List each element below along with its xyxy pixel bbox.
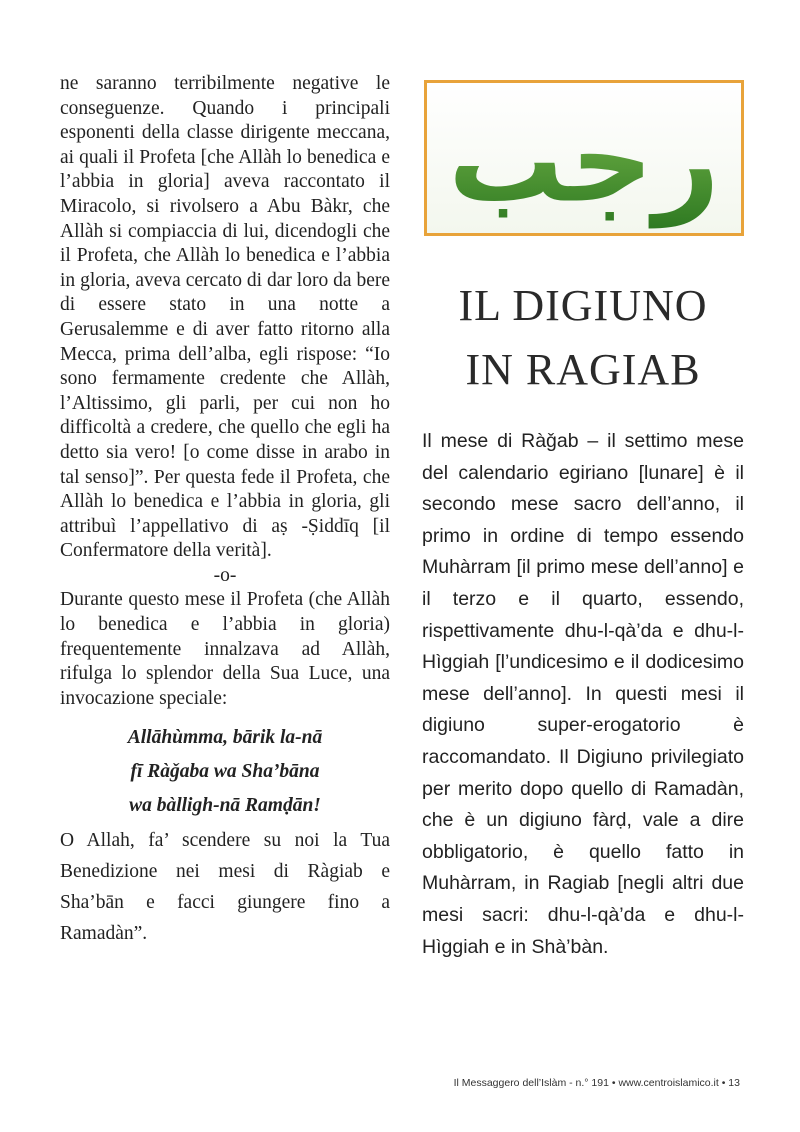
prayer-line-2: fī Ràǧaba wa Sha’bāna	[130, 761, 320, 783]
prayer-translation: O Allah, fa’ scendere su noi la Tua Benedizione nei mesi di Ràgiab e Sha’bān e facci giungere fino a Ramadàn”.	[60, 830, 390, 945]
rajab-arabic-text: رجب	[448, 94, 720, 229]
right-column	[422, 426, 744, 963]
title-line-2: IN RAGIAB	[465, 345, 701, 394]
left-paragraph-1: ne saranno terribilmente negative le conseguenze. Quando i principali esponenti della classe dirigente meccana, ai quali il Profeta [che Allàh lo benedica e l’abbia in gloria] aveva raccontato il Miracolo, si rivolsero a Abu Bàkr, che Allàh si compiaccia di lui, dicendogli che il Profeta, che Allàh lo benedica e l’abbia in gloria, aveva cercato di dar loro da bere di essere stato in una notte a Gerusalemme e di aver fatto ritorno alla Mecca, prima dell’alba, egli rispose: “Io sono fermamente credente che Allàh, l’Altissimo, gli parli, per cui non ho difficoltà a credere, che quello che egli ha detto sia vero! [o come disse in arabo in tal senso]”. Per questa fede il Profeta, che Allàh lo benedica e l’abbia in gloria, gli attribuì l’appellativo di aṣ -Ṣiddīq [il Confermatore della verità].	[60, 73, 390, 562]
rajab-calligraphy-icon	[427, 83, 741, 233]
rajab-logo-box	[424, 80, 744, 236]
prayer-line-1: Allāhùmma, bārik la-nā	[127, 727, 323, 749]
article-title	[420, 274, 746, 402]
left-paragraph-2: Durante questo mese il Profeta (che Allàh lo benedica e l’abbia in gloria) frequentemente innalzava ad Allàh, rifulga lo splendor della Sua Luce, una invocazione speciale:	[60, 589, 390, 709]
article-body: Il mese di Ràǧab – il settimo mese del calendario egiriano [lunare] è il secondo mese sacro dell’anno, il primo in ordine di tempo essendo Muhàrram [il primo mese dell’anno] e il terzo e il quarto, essendo, rispettivamente dhu-l-qà’da e dhu-l-Hìggiah [l’undicesimo e il dodicesimo mese dell’anno]. In questi mesi il digiuno super-erogatorio è raccomandato. Il Digiuno privilegiato per merito dopo quello di Ramadàn, che è un digiuno fàrḍ, vale a dire obbligatorio, è quello fatto in Muhàrram, in Ragiab [negli altri due mesi sacri: dhu-l-qà’da e dhu-l-Hìggiah e in Shà’bàn.	[422, 430, 744, 958]
section-separator: -o-	[213, 564, 237, 586]
left-column	[60, 72, 390, 949]
title-line-1: IL DIGIUNO	[458, 281, 708, 330]
prayer-line-3: wa bàlligh-nā Ramḍān!	[129, 795, 321, 817]
prayer-block	[60, 721, 390, 823]
page-footer: Il Messaggero dell’Islàm - n.° 191 • www.centroislamico.it • 13	[453, 1077, 740, 1089]
